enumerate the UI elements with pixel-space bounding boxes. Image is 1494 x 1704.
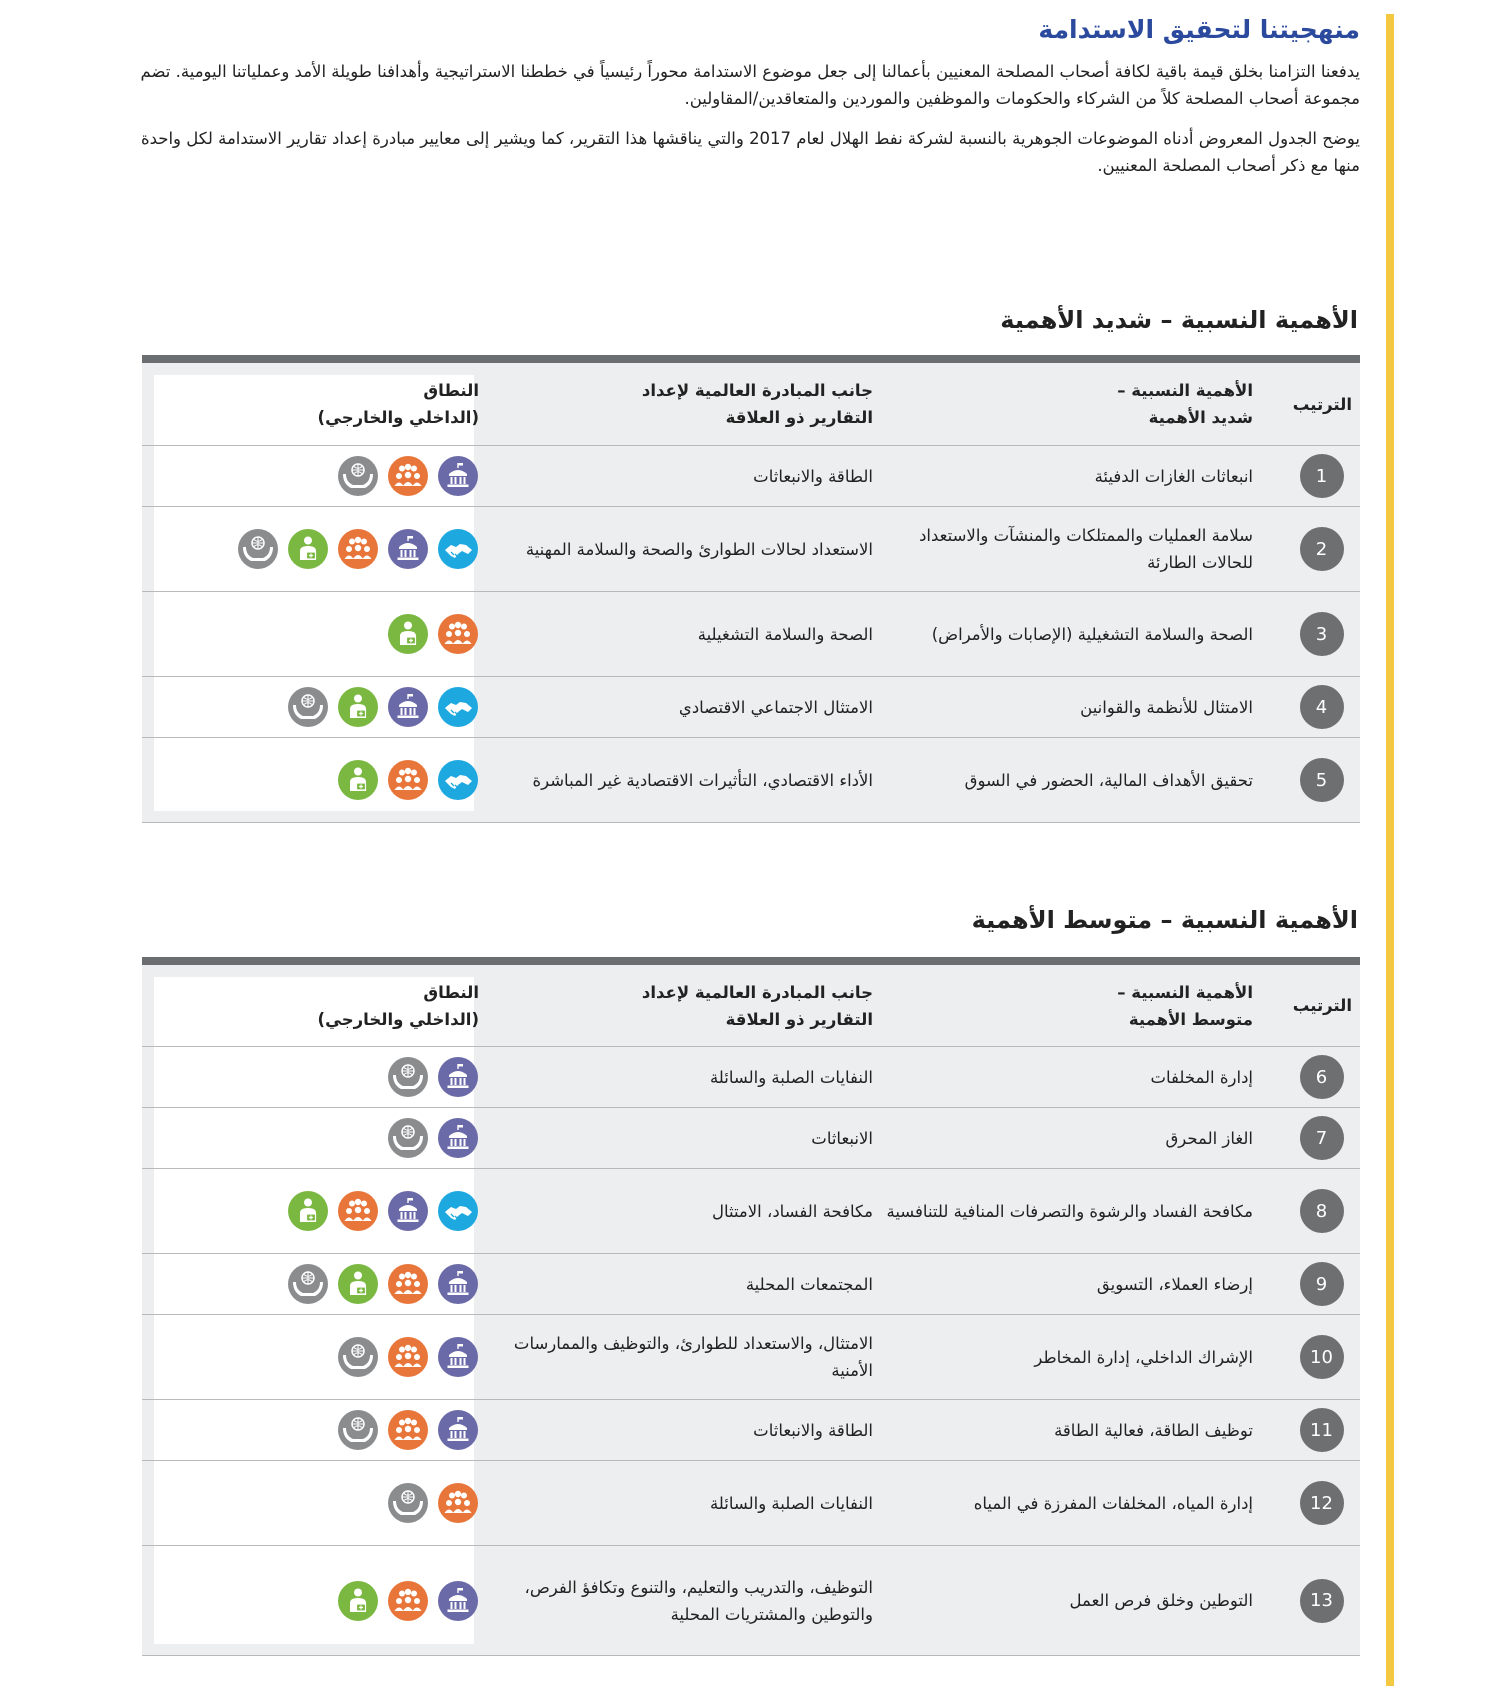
government-building-icon <box>437 1409 479 1451</box>
scope-cell <box>142 1482 505 1524</box>
topic-cell: سلامة العمليات والممتلكات والمنشآت والاستعداد للحالات الطارئة <box>919 526 1253 572</box>
header-gri <box>505 377 885 431</box>
rank-badge: 6 <box>1300 1055 1344 1099</box>
topic-cell: الصحة والسلامة التشغيلية (الإصابات والأمراض) <box>931 624 1253 644</box>
topic-cell: الامتثال للأنظمة والقوانين <box>1080 697 1253 717</box>
table-row <box>142 446 1360 507</box>
gri-aspect-cell: الامتثال، والاستعداد للطوارئ، والتوظيف والممارسات الأمنية <box>513 1334 873 1380</box>
government-building-icon <box>387 1190 429 1232</box>
header-topic-line2: شديد الأهمية <box>1148 408 1253 427</box>
gri-aspect-cell: التوظيف، والتدريب والتعليم، والتنوع وتكافؤ الفرص، والتوطين والمشتريات المحلية <box>524 1577 873 1624</box>
globe-hands-icon <box>287 1263 329 1305</box>
topic-cell: إرضاء العملاء، التسويق <box>1096 1274 1253 1294</box>
scope-cell <box>142 759 505 801</box>
header-rank <box>1265 992 1360 1019</box>
table-row <box>142 1315 1360 1400</box>
header-rank <box>1265 391 1360 418</box>
globe-hands-icon <box>337 455 379 497</box>
scope-cell <box>142 1336 505 1378</box>
table-row <box>142 738 1360 823</box>
scope-cell <box>142 455 505 497</box>
header-scope-line2: (الداخلي والخارجي) <box>317 408 479 427</box>
page-title: منهجيتنا لتحقيق الاستدامة <box>1038 15 1360 44</box>
supplier-person-icon <box>387 613 429 655</box>
rank-badge: 4 <box>1300 685 1344 729</box>
scope-cell <box>142 1117 505 1159</box>
globe-hands-icon <box>387 1117 429 1159</box>
table-row <box>142 1047 1360 1108</box>
topic-cell: توظيف الطاقة، فعالية الطاقة <box>1054 1420 1253 1440</box>
header-gri-line2: التقارير ذو العلاقة <box>725 1009 873 1029</box>
rank-cell <box>1265 1335 1360 1379</box>
topic-cell: الإشراك الداخلي، إدارة المخاطر <box>1034 1347 1253 1367</box>
people-group-icon <box>387 1580 429 1622</box>
table-header-row <box>142 363 1360 446</box>
scope-cell <box>142 1263 505 1305</box>
rank-badge: 3 <box>1300 612 1344 656</box>
materiality-table-medium <box>142 957 1360 1656</box>
header-scope <box>142 377 505 431</box>
table-row <box>142 1169 1360 1254</box>
supplier-person-icon <box>337 1580 379 1622</box>
table-row <box>142 1400 1360 1461</box>
gri-aspect-cell: الامتثال الاجتماعي الاقتصادي <box>678 697 873 717</box>
scope-cell <box>142 1056 505 1098</box>
header-rank-label: الترتيب <box>1292 394 1352 414</box>
rank-cell <box>1265 1481 1360 1525</box>
rank-badge: 10 <box>1300 1335 1344 1379</box>
government-building-icon <box>437 1580 479 1622</box>
rank-cell <box>1265 454 1360 498</box>
people-group-icon <box>337 1190 379 1232</box>
scope-cell <box>142 1190 505 1232</box>
scope-cell <box>142 1409 505 1451</box>
people-group-icon <box>387 1409 429 1451</box>
government-building-icon <box>437 1336 479 1378</box>
header-topic-line2: متوسط الأهمية <box>1128 1009 1253 1029</box>
scope-cell <box>142 686 505 728</box>
section-title-critical: الأهمية النسبية – شديد الأهمية <box>1000 306 1358 334</box>
rank-cell <box>1265 527 1360 571</box>
rank-cell <box>1265 1579 1360 1623</box>
government-building-icon <box>437 1263 479 1305</box>
globe-hands-icon <box>387 1482 429 1524</box>
table-row <box>142 1461 1360 1546</box>
table-header-row <box>142 965 1360 1047</box>
table-row <box>142 1108 1360 1169</box>
header-scope-line1: النطاق <box>423 381 479 400</box>
rank-cell <box>1265 1408 1360 1452</box>
government-building-icon <box>437 455 479 497</box>
topic-cell: إدارة المياه، المخلفات المفرزة في المياه <box>973 1493 1253 1513</box>
globe-hands-icon <box>287 686 329 728</box>
topic-cell: تحقيق الأهداف المالية، الحضور في السوق <box>964 770 1253 790</box>
gri-aspect-cell: الاستعداد لحالات الطوارئ والصحة والسلامة المهنية <box>525 539 873 559</box>
rank-badge: 12 <box>1300 1481 1344 1525</box>
handshake-icon <box>437 759 479 801</box>
rank-cell <box>1265 612 1360 656</box>
rank-cell <box>1265 758 1360 802</box>
header-gri-line1: جانب المبادرة العالمية لإعداد <box>641 982 873 1002</box>
table-row <box>142 1546 1360 1656</box>
topic-cell: انبعاثات الغازات الدفيئة <box>1094 466 1253 486</box>
yellow-accent-bar <box>1386 14 1394 1686</box>
header-gri-line2: التقارير ذو العلاقة <box>725 408 873 427</box>
government-building-icon <box>437 1117 479 1159</box>
table-row <box>142 1254 1360 1315</box>
globe-hands-icon <box>387 1056 429 1098</box>
table-row <box>142 592 1360 677</box>
people-group-icon <box>387 1336 429 1378</box>
intro-paragraph-2: يوضح الجدول المعروض أدناه الموضوعات الجوهرية بالنسبة لشركة نفط الهلال لعام 2017 والتي يناقشها هذا التقرير، كما ويشير إلى معايير مبادرة إعداد تقارير الاستدامة لكل واحدة منها مع ذكر أصحاب المصلحة المعنيين. <box>140 129 1360 175</box>
handshake-icon <box>437 686 479 728</box>
gri-aspect-cell: المجتمعات المحلية <box>745 1274 873 1294</box>
header-gri-line1: جانب المبادرة العالمية لإعداد <box>641 381 873 400</box>
supplier-person-icon <box>287 528 329 570</box>
supplier-person-icon <box>337 686 379 728</box>
intro-paragraph-1: يدفعنا التزامنا بخلق قيمة باقية لكافة أصحاب المصلحة المعنيين بأعمالنا إلى جعل موضوع الاستدامة محوراً رئيسياً في خططنا الاستراتيجية وأهدافنا طويلة الأمد وعملياتنا اليومية. تضم مجموعة أصحاب المصلحة كلاً من الشركاء والحكومات والموظفين والموردين والمتعاقدين/المقاولين. <box>140 62 1360 108</box>
header-rank-label: الترتيب <box>1292 996 1352 1015</box>
government-building-icon <box>387 686 429 728</box>
globe-hands-icon <box>237 528 279 570</box>
rank-badge: 13 <box>1300 1579 1344 1623</box>
rank-cell <box>1265 685 1360 729</box>
people-group-icon <box>337 528 379 570</box>
rank-cell <box>1265 1262 1360 1306</box>
rank-badge: 8 <box>1300 1189 1344 1233</box>
gri-aspect-cell: الأداء الاقتصادي، التأثيرات الاقتصادية غير المباشرة <box>532 770 873 790</box>
header-topic <box>885 377 1265 431</box>
people-group-icon <box>437 1482 479 1524</box>
gri-aspect-cell: النفايات الصلبة والسائلة <box>709 1067 873 1087</box>
topic-cell: التوطين وخلق فرص العمل <box>1069 1591 1253 1610</box>
government-building-icon <box>437 1056 479 1098</box>
header-scope <box>142 979 505 1033</box>
scope-cell <box>142 528 505 570</box>
handshake-icon <box>437 1190 479 1232</box>
rank-badge: 5 <box>1300 758 1344 802</box>
table-row <box>142 507 1360 592</box>
rank-cell <box>1265 1189 1360 1233</box>
gri-aspect-cell: الصحة والسلامة التشغيلية <box>697 624 873 644</box>
people-group-icon <box>387 1263 429 1305</box>
scope-cell <box>142 1580 505 1622</box>
people-group-icon <box>387 759 429 801</box>
header-scope-line1: النطاق <box>423 982 479 1002</box>
globe-hands-icon <box>337 1336 379 1378</box>
rank-cell <box>1265 1116 1360 1160</box>
government-building-icon <box>387 528 429 570</box>
handshake-icon <box>437 528 479 570</box>
rank-badge: 7 <box>1300 1116 1344 1160</box>
header-topic-line1: الأهمية النسبية – <box>1117 381 1253 400</box>
gri-aspect-cell: الطاقة والانبعاثات <box>753 466 873 486</box>
materiality-table-critical <box>142 355 1360 823</box>
gri-aspect-cell: مكافحة الفساد، الامتثال <box>711 1201 873 1221</box>
intro <box>140 58 1360 179</box>
topic-cell: مكافحة الفساد والرشوة والتصرفات المنافية للتنافسية <box>886 1201 1253 1221</box>
rank-cell <box>1265 1055 1360 1099</box>
rank-badge: 1 <box>1300 454 1344 498</box>
people-group-icon <box>387 455 429 497</box>
scope-cell <box>142 613 505 655</box>
supplier-person-icon <box>337 1263 379 1305</box>
topic-cell: الغاز المحرق <box>1165 1128 1253 1148</box>
rank-badge: 2 <box>1300 527 1344 571</box>
rank-badge: 9 <box>1300 1262 1344 1306</box>
people-group-icon <box>437 613 479 655</box>
gri-aspect-cell: الانبعاثات <box>811 1128 873 1148</box>
rank-badge: 11 <box>1300 1408 1344 1452</box>
header-scope-line2: (الداخلي والخارجي) <box>317 1009 479 1029</box>
header-topic-line1: الأهمية النسبية – <box>1117 982 1253 1002</box>
supplier-person-icon <box>287 1190 329 1232</box>
topic-cell: إدارة المخلفات <box>1150 1067 1253 1087</box>
gri-aspect-cell: النفايات الصلبة والسائلة <box>709 1493 873 1513</box>
header-topic <box>885 979 1265 1033</box>
globe-hands-icon <box>337 1409 379 1451</box>
page-content <box>140 10 1360 1624</box>
supplier-person-icon <box>337 759 379 801</box>
header-gri <box>505 979 885 1033</box>
table-row <box>142 677 1360 738</box>
gri-aspect-cell: الطاقة والانبعاثات <box>753 1420 873 1440</box>
section-title-medium: الأهمية النسبية – متوسط الأهمية <box>971 906 1358 934</box>
